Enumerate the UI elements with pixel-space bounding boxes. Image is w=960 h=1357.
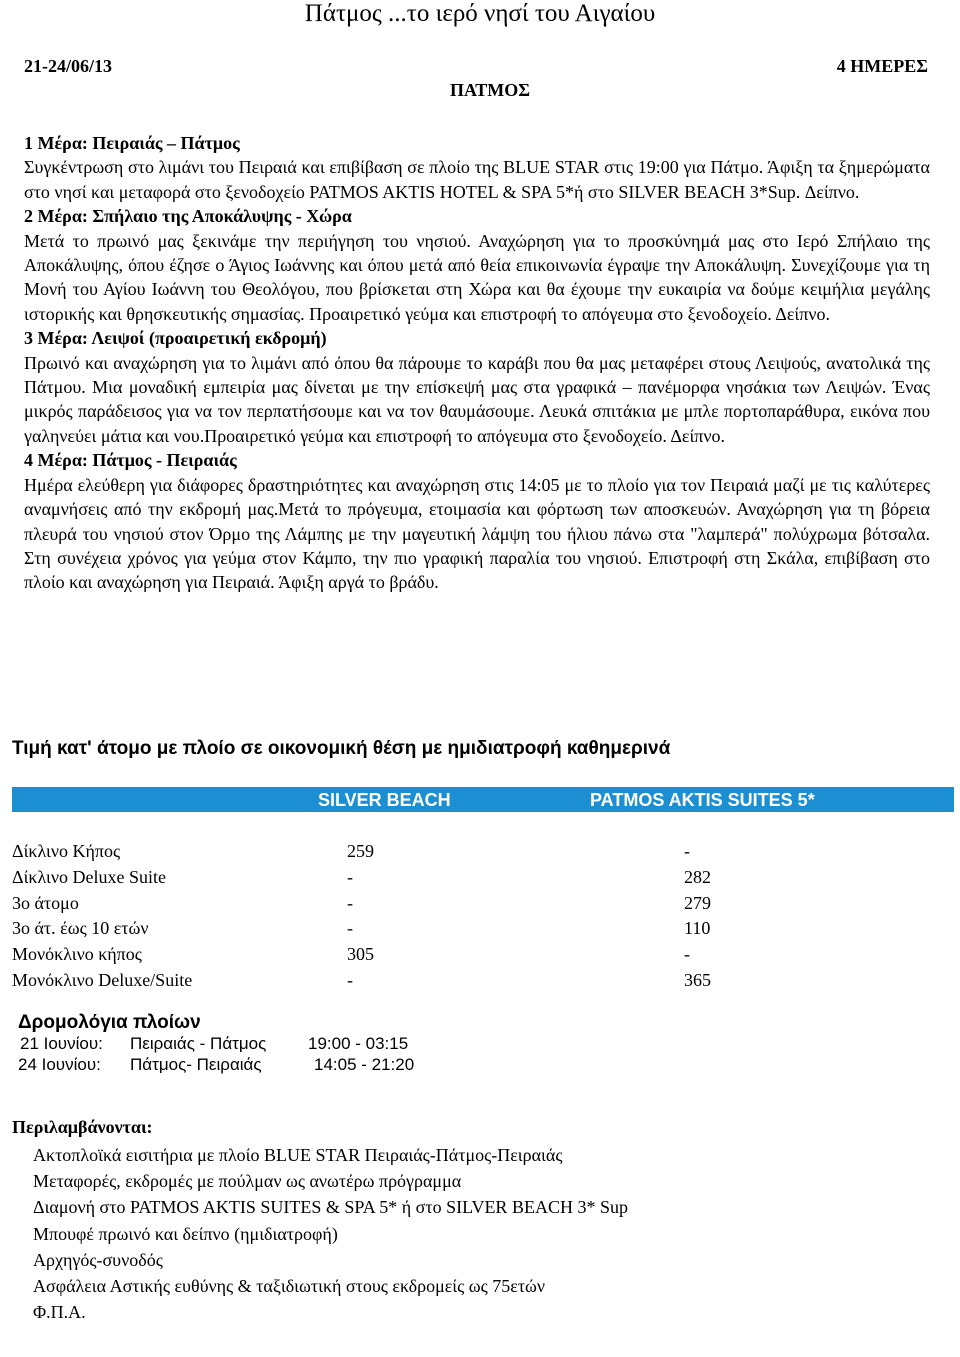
trip-duration: 4 ΗΜΕΡΕΣ (836, 56, 928, 76)
price-row (12, 918, 952, 944)
room-type: Δίκλινο Κήπος (12, 841, 121, 861)
includes-item: Φ.Π.Α. (33, 1302, 86, 1323)
day-heading: 2 Μέρα: Σπήλαιο της Αποκάλυψης - Χώρα (24, 206, 352, 227)
ferry-schedule-title: Δρομολόγια πλοίων (18, 1012, 201, 1033)
hotel-column-patmos-aktis: PATMOS AKTIS SUITES 5* (590, 790, 815, 810)
includes-item: Μπουφέ πρωινό και δείπνο (ημιδιατροφή) (33, 1223, 338, 1244)
price-row (12, 893, 952, 919)
room-type: Δίκλινο Deluxe Suite (12, 867, 166, 887)
itinerary-day (24, 204, 930, 326)
includes-item: Διαμονή στο PATMOS AKTIS SUITES & SPA 5* ή στο SILVER BEACH 3* Sup (33, 1197, 628, 1218)
ferry-route: Πειραιάς - Πάτμος (130, 1034, 267, 1053)
itinerary (24, 131, 930, 595)
price-row (12, 841, 952, 867)
price-silver-beach: - (347, 867, 353, 887)
includes-item: Ακτοπλοϊκά εισιτήρια με πλοίο BLUE STAR Πειραιάς-Πάτμος-Πειραιάς (33, 1145, 563, 1165)
price-silver-beach: 305 (347, 944, 374, 964)
price-silver-beach: - (347, 918, 353, 938)
includes-item: Ασφάλεια Αστικής ευθύνης & ταξιδιωτική στους εκδρομείς ως 75ετών (33, 1276, 546, 1297)
itinerary-day (24, 448, 930, 594)
includes-item: Μεταφορές, εκδρομές με πούλμαν ως ανωτέρω πρόγραμμα (33, 1171, 462, 1192)
price-row (12, 944, 952, 970)
itinerary-day (24, 131, 930, 204)
hotel-column-silver-beach: SILVER BEACH (318, 790, 451, 810)
day-description: Μετά το πρωινό μας ξεκινάμε την περιήγηση του νησιού. Αναχώρηση για το προσκύνημά μας στο Ιερό Σπήλαιο της Αποκάλυψης, όπου έζησε ο Άγιος Ιωάννης και όπου μετά από θεία επικοινωνία έγραψε την Αποκάλυψη. Συνεχίζουμε για τη Μονή του Αγίου Ιωάννη του Θεολόγου, που βρίσκεται στη Χώρα και θα έχουμε την ευκαιρία να δούμε κειμήλια μεγάλης ιστορικής και θρησκευτικής σημασίας. Προαιρετικό γεύμα και επιστροφή το απόγευμα στο ξενοδοχείο. Δείπνο. (24, 230, 930, 324)
day-description: Συγκέντρωση στο λιμάνι του Πειραιά και επιβίβαση σε πλοίο της BLUE STAR στις 19:00 για Πάτμο. Άφιξη τα ξημερώματα στο νησί και μεταφορά στο ξενοδοχείο PATMOS AKTIS HOTEL & SPA 5*ή στο SILVER BEACH 3*Sup. Δείπνο. (24, 157, 930, 202)
room-type: Μονόκλινο Deluxe/Suite (12, 970, 193, 990)
room-type: Μονόκλινο κήπος (12, 944, 142, 964)
includes-title: Περιλαμβάνονται: (12, 1117, 153, 1137)
price-silver-beach: - (347, 893, 353, 913)
ferry-time: 14:05 - 21:20 (314, 1055, 415, 1074)
itinerary-day (24, 326, 930, 448)
price-row (12, 867, 952, 893)
price-patmos-aktis: - (684, 944, 690, 964)
price-patmos-aktis: 279 (684, 893, 711, 913)
ferry-route: Πάτμος- Πειραιάς (130, 1055, 262, 1074)
room-type: 3ο άτ. έως 10 ετών (12, 918, 149, 938)
price-patmos-aktis: 365 (684, 970, 711, 990)
ferry-time: 19:00 - 03:15 (308, 1034, 409, 1053)
ferry-date: 21 Ιουνίου: (20, 1034, 103, 1053)
price-patmos-aktis: 110 (684, 918, 711, 938)
trip-destination: ΠΑΤΜΟΣ (449, 80, 530, 100)
price-patmos-aktis: - (684, 841, 690, 861)
pricing-title: Τιμή κατ' άτομο με πλοίο σε οικονομική θέση με ημιδιατροφή καθημερινά (12, 738, 671, 759)
day-heading: 3 Μέρα: Λειψοί (προαιρετική εκδρομή) (24, 328, 327, 349)
day-heading: 1 Μέρα: Πειραιάς – Πάτμος (24, 133, 240, 153)
includes-item: Αρχηγός-συνοδός (33, 1249, 163, 1270)
price-row (12, 970, 952, 996)
day-heading: 4 Μέρα: Πάτμος - Πειραιάς (24, 450, 237, 471)
room-type: 3ο άτομο (12, 893, 79, 913)
day-description: Ημέρα ελεύθερη για διάφορες δραστηριότητες και αναχώρηση στις 14:05 με το πλοίο για τον Πειραιά μαζί με τις καλύτερες αναμνήσεις από την εκδρομή μας.Μετά το πρόγευμα, ετοιμασία και φόρτωση των αποσκευών. Αναχώρηση για τη βόρεια πλευρά του νησιού στον Όρμο της Λάμπης με την μαγευτική λάμψη του ήλιου πάνω στα "λαμπερά" πολύχρωμα βότσαλα. Στη συνέχεια χρόνος για γεύμα στον Κάμπο, την πιο γραφική παραλία του νησιού. Επιστροφή στη Σκάλα, επιβίβαση στο πλοίο και αναχώρηση για Πειραιά. Άφιξη αργά το βράδυ. (24, 474, 930, 593)
price-silver-beach: 259 (347, 841, 374, 861)
ferry-line (18, 1055, 478, 1077)
ferry-date: 24 Ιουνίου: (18, 1055, 101, 1074)
day-description: Πρωινό και αναχώρηση για το λιμάνι από όπου θα πάρουμε το καράβι που θα μας μεταφέρει στους Λειψούς, ανατολικά της Πάτμου. Μια μοναδική εμπειρία μας δίνεται με την επίσκεψή μας στα γραφικά – πανέμορφα νησάκια των Λειψών. Ένας μικρός παράδεισος για να τον περπατήσουμε και να τον θαυμάσουμε. Λευκά σπιτάκια με μπλε πορτοπαράθυρα, εικόνα που γαληνεύει μάτια και νου.Προαιρετικό γεύμα και επιστροφή το απόγευμα στο ξενοδοχείο. Δείπνο. (24, 352, 930, 446)
document-title: Πάτμος ...το ιερό νησί του Αιγαίου (304, 0, 656, 27)
price-silver-beach: - (347, 970, 353, 990)
ferry-line (18, 1034, 478, 1056)
trip-dates: 21-24/06/13 (24, 56, 112, 76)
includes-list (33, 1142, 628, 1325)
price-patmos-aktis: 282 (684, 867, 711, 887)
